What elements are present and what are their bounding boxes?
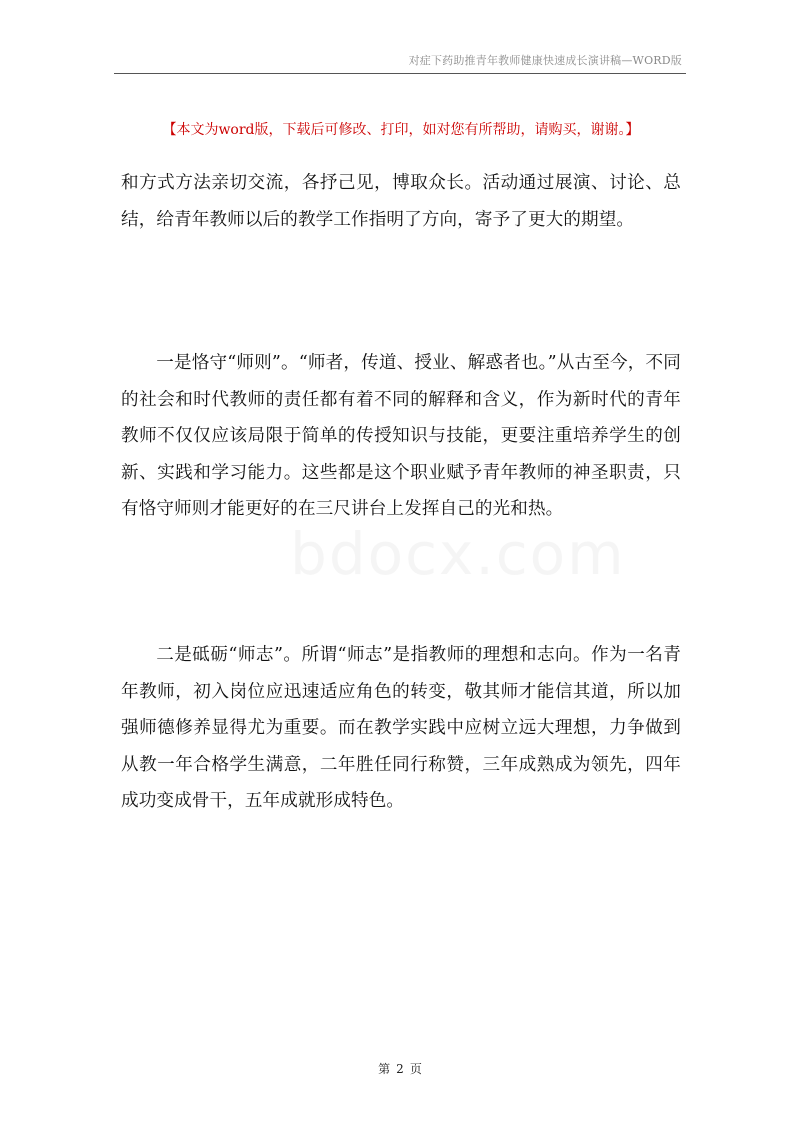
download-notice: 【本文为word版，下载后可修改、打印，如对您有所帮助，请购买，谢谢。】 — [162, 122, 640, 138]
page-number-prefix: 第 — [378, 1062, 391, 1076]
page-number — [0, 1060, 800, 1077]
paragraph-teacher-aspirations: 二是砥砺“师志”。所谓“师志”是指教师的理想和志向。作为一名青年教师，初入岗位应迅速适应角色的转变，敬其师才能信其道，所以加强师德修养显得尤为重要。而在教学实践中应树立远大理想，力争做到从教一年合格学生满意，二年胜任同行称赞，三年成熟成为领先，四年成功变成骨干，五年成就形成特色。 — [121, 645, 681, 811]
header-divider — [114, 73, 686, 74]
document-header-title: 对症下药助推青年教师健康快速成长演讲稿—WORD版 — [408, 54, 682, 67]
paragraph-continuation: 和方式方法亲切交流，各抒己见，博取众长。活动通过展演、讨论、总结，给青年教师以后的教学工作指明了方向，寄予了更大的期望。 — [121, 173, 681, 230]
watermark-text: bdocx.com — [290, 520, 626, 588]
page-number-suffix: 页 — [409, 1062, 422, 1076]
paragraph-teacher-rules: 一是恪守“师则”。“师者，传道、授业、解惑者也。”从古至今，不同的社会和时代教师的责任都有着不同的解释和含义，作为新时代的青年教师不仅仅应该局限于简单的传授知识与技能，更要注重培养学生的创新、实践和学习能力。这些都是这个职业赋予青年教师的神圣职责，只有恪守师则才能更好的在三尺讲台上发挥自己的光和热。 — [121, 353, 681, 519]
page-number-value: 2 — [396, 1062, 404, 1076]
